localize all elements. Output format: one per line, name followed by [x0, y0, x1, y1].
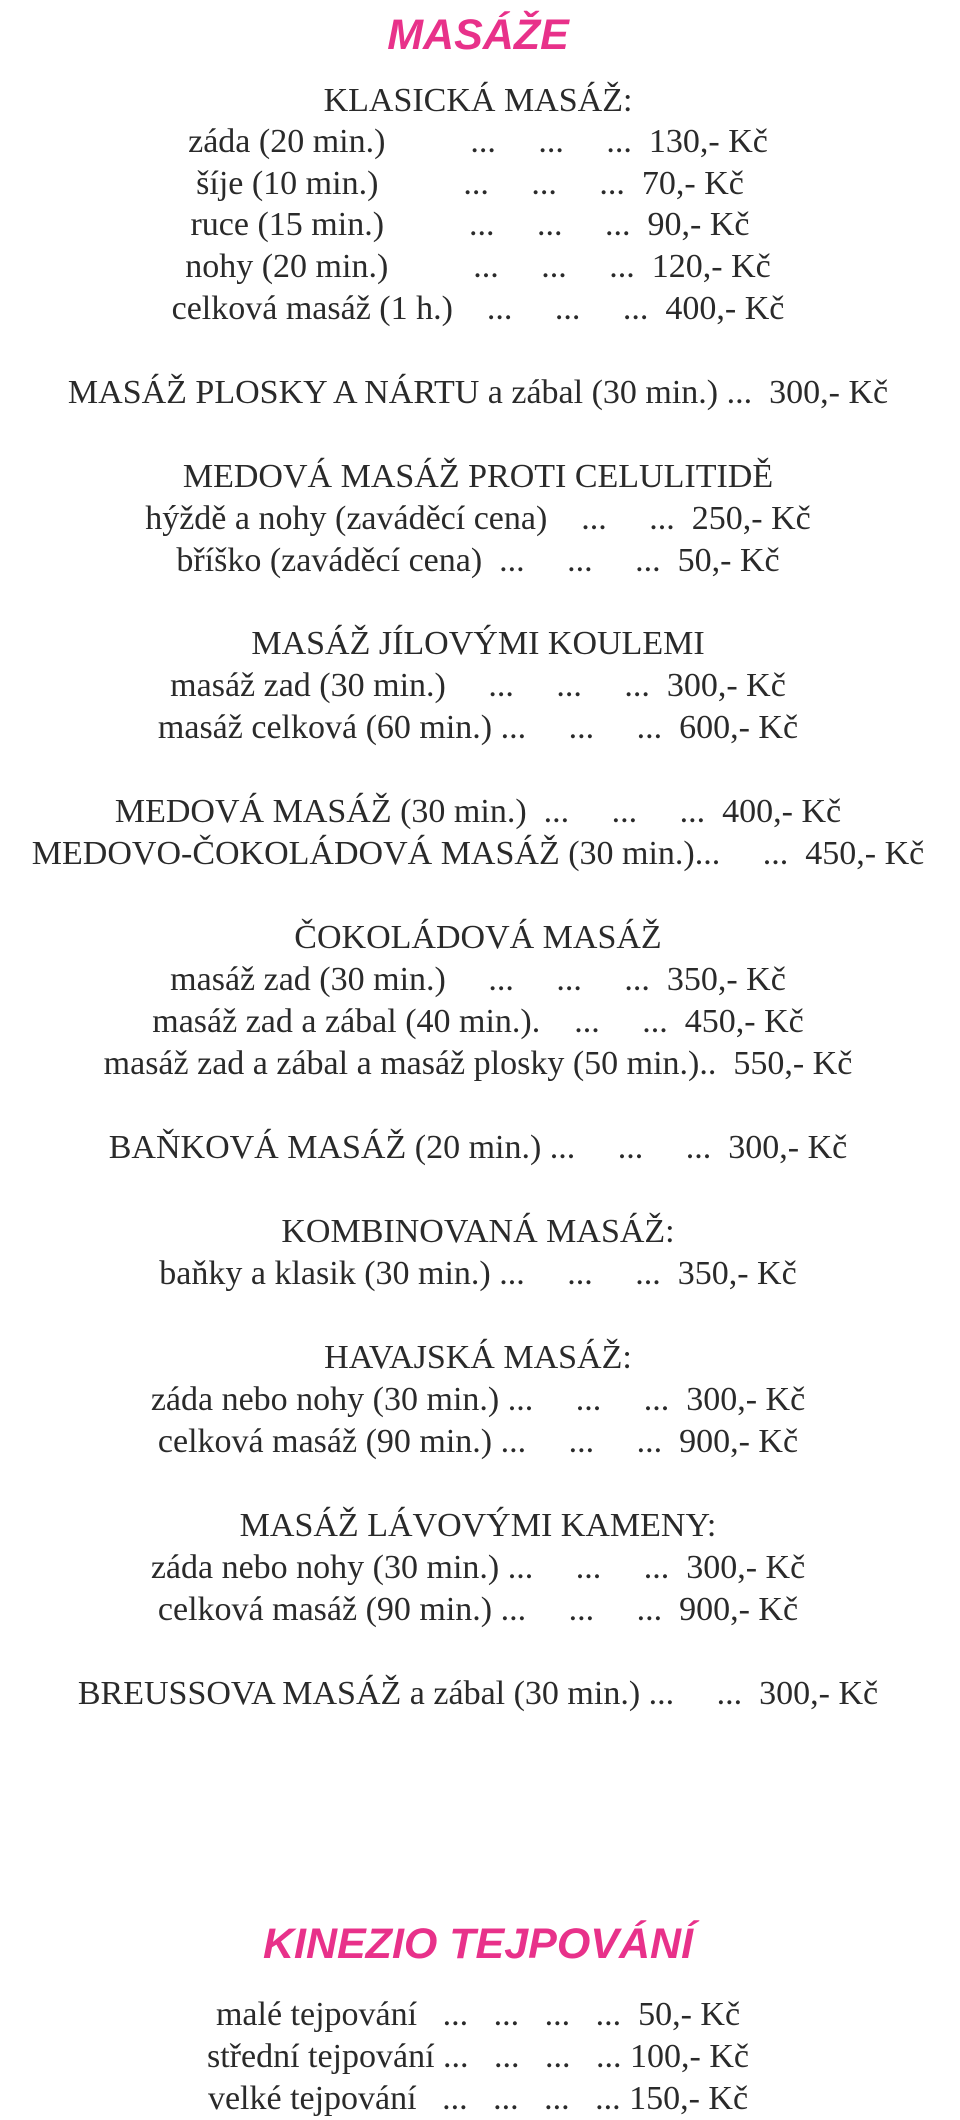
price-line: masáž zad (30 min.) ... ... ... 350,- Kč	[170, 961, 786, 998]
price-line: střední tejpování ... ... ... ... 100,- Kč	[206, 2038, 750, 2075]
price-line: hýždě a nohy (zaváděcí cena) ... ... 250,- Kč	[145, 500, 811, 537]
price-line: masáž zad a zábal (40 min.). ... ... 450,- Kč	[152, 1003, 804, 1040]
price-line: celková masáž (1 h.) ... ... ... 400,- Kč	[171, 290, 785, 327]
price-line: celková masáž (90 min.) ... ... ... 900,- Kč	[157, 1423, 799, 1460]
price-line: ruce (15 min.) ... ... ... 90,- Kč	[190, 206, 750, 243]
price-line: celková masáž (90 min.) ... ... ... 900,- Kč	[157, 1591, 799, 1628]
bankova-line: BAŇKOVÁ MASÁŽ (20 min.) ... ... ... 300,- Kč	[108, 1129, 848, 1166]
price-line: šíje (10 min.) ... ... ... 70,- Kč	[196, 165, 744, 202]
price-line: nohy (20 min.) ... ... ... 120,- Kč	[185, 248, 771, 285]
breussova-line: BREUSSOVA MASÁŽ a zábal (30 min.) ... ... 300,- Kč	[77, 1675, 879, 1712]
medova-line: MEDOVÁ MASÁŽ (30 min.) ... ... ... 400,- Kč	[114, 793, 842, 830]
price-line: bříško (zaváděcí cena) ... ... ... 50,- Kč	[176, 542, 780, 579]
price-line: velké tejpování ... ... ... ... 150,- Kč	[207, 2080, 749, 2117]
price-line: záda nebo nohy (30 min.) ... ... ... 300,- Kč	[150, 1549, 806, 1586]
kombinovana-heading: KOMBINOVANÁ MASÁŽ:	[281, 1213, 675, 1250]
price-line: záda nebo nohy (30 min.) ... ... ... 300,- Kč	[150, 1381, 806, 1418]
klasicka-heading: KLASICKÁ MASÁŽ:	[323, 82, 633, 119]
price-line: masáž zad a zábal a masáž plosky (50 min.).. 550,- Kč	[103, 1045, 853, 1082]
price-line: baňky a klasik (30 min.) ... ... ... 350,- Kč	[159, 1255, 797, 1292]
price-line: záda (20 min.) ... ... ... 130,- Kč	[188, 123, 768, 160]
jilove-koule-heading: MASÁŽ JÍLOVÝMI KOULEMI	[251, 625, 705, 662]
havajska-heading: HAVAJSKÁ MASÁŽ:	[324, 1339, 632, 1376]
medovo-cokoladova-line: MEDOVO-ČOKOLÁDOVÁ MASÁŽ (30 min.)... ... 450,- Kč	[31, 835, 925, 872]
lavove-kameny-heading: MASÁŽ LÁVOVÝMI KAMENY:	[239, 1507, 717, 1544]
plosky-line: MASÁŽ PLOSKY A NÁRTU a zábal (30 min.) ... 300,- Kč	[67, 374, 889, 411]
price-line: masáž celková (60 min.) ... ... ... 600,- Kč	[157, 709, 799, 746]
price-line: masáž zad (30 min.) ... ... ... 300,- Kč	[170, 667, 786, 704]
tape-section-title: KINEZIO TEJPOVÁNÍ	[262, 1920, 694, 1968]
massage-section-title: MASÁŽE	[387, 11, 569, 59]
price-line: malé tejpování ... ... ... ... 50,- Kč	[215, 1996, 741, 2033]
cokoladova-heading: ČOKOLÁDOVÁ MASÁŽ	[294, 919, 662, 956]
medova-celulitida-heading: MEDOVÁ MASÁŽ PROTI CELULITIDĚ	[182, 458, 774, 495]
